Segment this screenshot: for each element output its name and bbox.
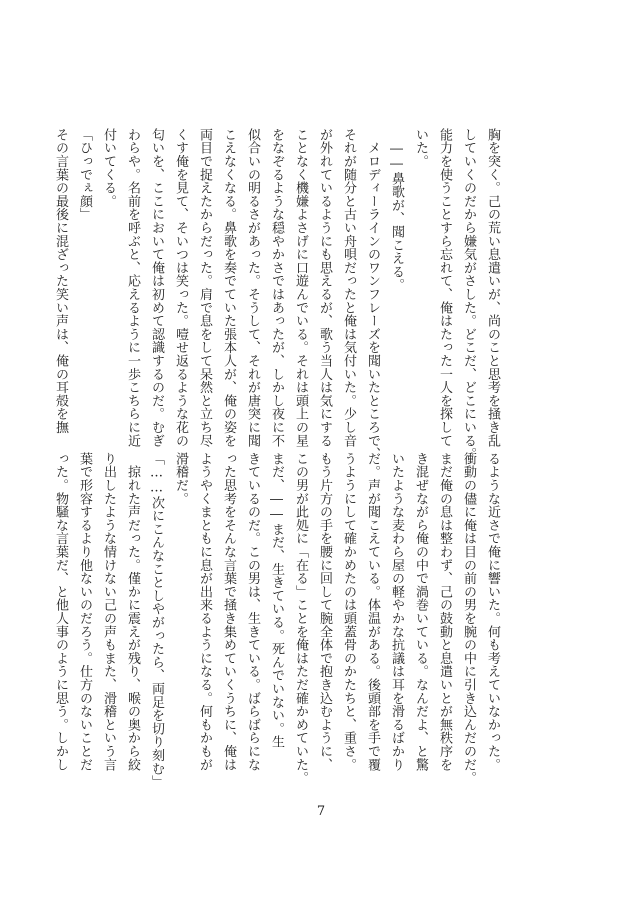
- text-line: もう片方の手を腰に回して腕全体で抱き込むように、: [317, 452, 332, 772]
- text-block-lower: [53, 452, 504, 789]
- text-line: わらや。名前を呼ぶと、応えるように一歩こちらに近: [125, 128, 140, 448]
- text-line: きているのだ。この男は、生きている。ばらばらにな: [245, 452, 260, 772]
- text-line: いたような麦わら屋の軽やかな抗議は耳を滑るばかり: [389, 452, 404, 772]
- text-line: この男が此処に「在る」ことを俺はただ確かめていた。: [293, 452, 308, 785]
- page-number: 7: [316, 804, 326, 819]
- text-line: 両目で捉えたからだった。肩で息をして呆然と立ち尽: [197, 128, 212, 448]
- text-line: 似合いの明るさがあった。そうして、それが唐突に聞: [245, 128, 260, 448]
- text-line: まだ俺の息は整わず、己の鼓動と息遣いとが無秩序を: [437, 452, 452, 772]
- text-line: き混ぜながら俺の中で渦巻いている。なんだよ、と驚: [413, 452, 428, 772]
- text-line: ようやくまともに息が出来るようになる。何もかもが: [197, 452, 212, 772]
- text-line: 胸を突く。己の荒い息遣いが、尚のこと思考を掻き乱: [485, 128, 500, 448]
- text-line: 衝動の儘に俺は目の前の男を腕の中に引き込んだのだ。: [461, 452, 476, 785]
- text-line: だ。声が聞こえている。体温がある。後頭部を手で覆: [365, 452, 380, 772]
- text-line: 能力を使うことすら忘れて、俺はたった一人を探して: [437, 128, 452, 448]
- text-line: った思考をそんな言葉で掻き集めていくうちに、俺は: [221, 452, 236, 772]
- text-line: うようにして確かめたのは頭蓋骨のかたちと、重さ。: [341, 452, 356, 772]
- text-line: その言葉の最後に混ざった笑い声は、俺の耳殻を撫: [53, 128, 68, 434]
- text-line: 掠れた声だった。僅かに震えが残り、喉の奥から絞: [125, 452, 140, 772]
- text-line: ことなく機嫌よさげに口遊んでいる。それは頭上の星: [293, 128, 308, 448]
- text-line: 匂いを、ここにおいて俺は初めて認識するのだ。むぎ: [149, 128, 164, 448]
- text-line: 滑稽だ。: [173, 452, 188, 506]
- text-line: まだ、――まだ、生きている。死んでいない。生: [269, 452, 284, 749]
- text-line: 「ひっでぇ顔」: [77, 128, 92, 222]
- text-line: 葉で形容するより他ないのだろう。仕方のないことだ: [77, 452, 92, 772]
- text-line: メロディーラインのワンフレーズを聞いたところで、: [365, 128, 380, 461]
- text-line: り出したような情けない己の声もまた、滑稽という言: [101, 452, 116, 772]
- text-line: それが随分と古い舟唄だったと俺は気付いた。少し音: [341, 128, 356, 448]
- text-line: をなぞるような穏やかさではあったが、しかし夜に不: [269, 128, 284, 448]
- text-line: 「……次にこんなことしやがったら、両足を切り刻む」: [149, 452, 164, 789]
- text-line: が外れているようにも思えるが、歌う当人は気にする: [317, 128, 332, 448]
- text-line: いた。: [413, 128, 428, 168]
- text-line: くす俺を見て、そいつは笑った。噎せ返るような花の: [173, 128, 188, 448]
- text-block-upper: [53, 128, 504, 461]
- text-line: 付いてくる。: [101, 128, 116, 208]
- text-line: こえなくなる。鼻歌を奏でていた張本人が、俺の姿を: [221, 128, 236, 448]
- text-line: った。物騒な言葉だ、と他人事のように思う。しかし: [53, 452, 68, 772]
- text-line: していくのだから嫌気がさした。どこだ、どこにいる。: [461, 128, 476, 461]
- text-line: るような近さで俺に響いた。何も考えていなかった。: [485, 452, 500, 772]
- text-line: ――鼻歌が、聞こえる。: [389, 128, 404, 292]
